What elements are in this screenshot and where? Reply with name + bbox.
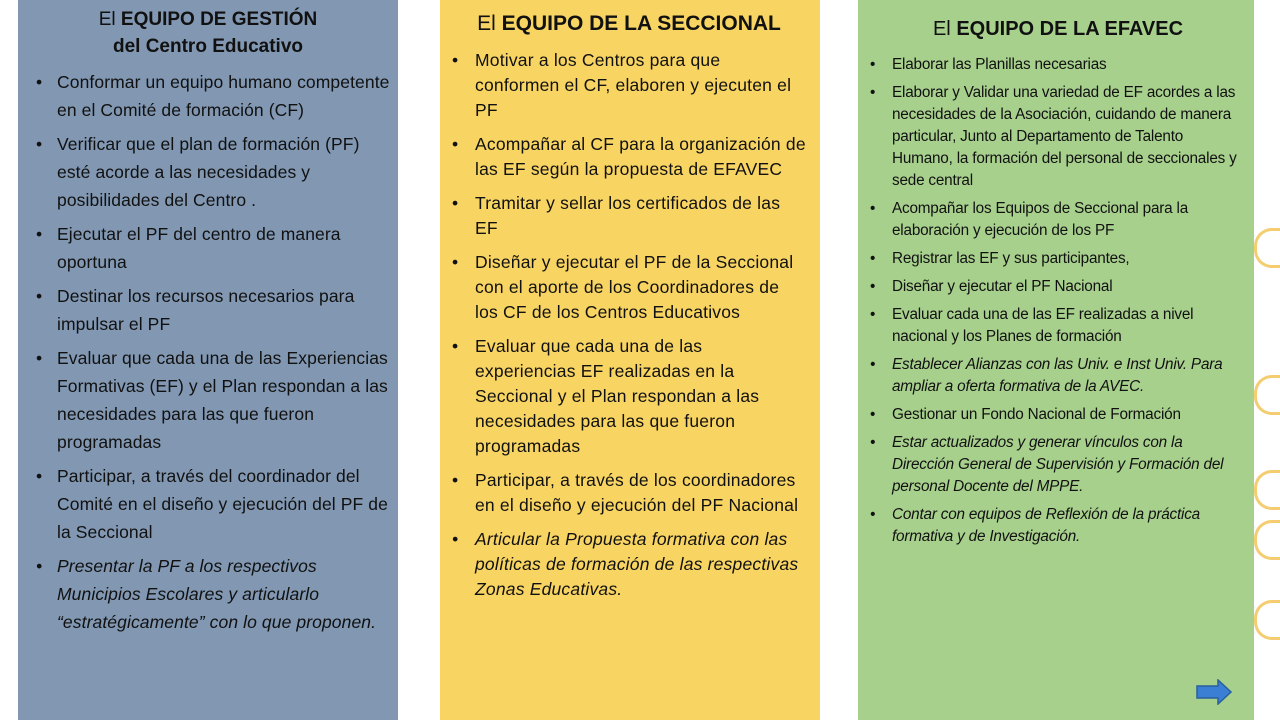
decorative-ring [1254, 520, 1280, 560]
list-item: • Contar con equipos de Reflexión de la práctica formativa y de Investigación. [870, 506, 1200, 545]
list-item: • Diseñar y ejecutar el PF de la Seccional con el aporte de los Coordinadores de los CF de los Centros Educativos [452, 252, 794, 322]
decorative-ring [1254, 470, 1280, 510]
list-item: • Destinar los recursos necesarios para impulsar el PF [36, 286, 355, 334]
gestion-list [36, 68, 390, 636]
seccional-panel [440, 0, 820, 720]
list-item: • Evaluar cada una de las EF realizadas a nivel nacional y los Planes de formación [870, 306, 1194, 345]
list-item: • Elaborar y Validar una variedad de EF acordes a las necesidades de la Asociación, cuidando de manera particular, Junto al Departamento de Talento Humano, la formación del personal de seccionales y sede central [870, 84, 1237, 189]
list-item: • Evaluar que cada una de las Experiencias Formativas (EF) y el Plan respondan a las necesidades para las que fueron programadas [36, 348, 388, 452]
decorative-ring [1254, 600, 1280, 640]
decorative-ring [1254, 375, 1280, 415]
list-item: • Diseñar y ejecutar el PF Nacional [870, 278, 1113, 295]
efavec-list [870, 54, 1246, 548]
decorative-ring [1254, 228, 1280, 268]
list-item: • Tramitar y sellar los certificados de las EF [452, 193, 781, 238]
list-item: • Motivar a los Centros para que conformen el CF, elaboren y ejecuten el PF [452, 50, 792, 120]
list-item: • Acompañar al CF para la organización de las EF según la propuesta de EFAVEC [452, 134, 806, 179]
list-item: • Estar actualizados y generar vínculos con la Dirección General de Supervisión y Formación del personal Docente del MPPE. [870, 434, 1224, 495]
list-item: • Verificar que el plan de formación (PF) esté acorde a las necesidades y posibilidades del Centro . [36, 134, 360, 210]
list-item: • Gestionar un Fondo Nacional de Formación [870, 406, 1181, 423]
list-item: • Ejecutar el PF del centro de manera oportuna [36, 224, 341, 272]
gestion-panel [18, 0, 398, 720]
seccional-title: El EQUIPO DE LA SECCIONAL [477, 12, 781, 35]
list-item: • Elaborar las Planillas necesarias [870, 56, 1107, 73]
list-item: • Presentar la PF a los respectivos Municipios Escolares y articularlo “estratégicamente” con lo que proponen. [36, 556, 377, 632]
list-item: • Registrar las EF y sus participantes, [870, 250, 1130, 267]
list-item: • Evaluar que cada una de las experiencias EF realizadas en la Seccional y el Plan respondan a las necesidades para las que fueron programadas [452, 336, 760, 456]
seccional-list [452, 48, 806, 602]
list-item: • Participar, a través de los coordinadores en el diseño y ejecución del PF Nacional [452, 470, 799, 515]
list-item: • Conformar un equipo humano competente en el Comité de formación (CF) [36, 72, 390, 120]
arrow-right-icon [1196, 679, 1232, 705]
efavec-title: El EQUIPO DE LA EFAVEC [932, 18, 1184, 40]
list-item: • Acompañar los Equipos de Seccional para la elaboración y ejecución de los PF [870, 200, 1189, 239]
list-item: • Articular la Propuesta formativa con las políticas de formación de las respectivas Zonas Educativas. [452, 529, 799, 599]
next-slide-button[interactable] [1196, 679, 1232, 705]
efavec-panel [858, 0, 1254, 720]
list-item: • Participar, a través del coordinador del Comité en el diseño y ejecución del PF de la Seccional [36, 466, 388, 542]
list-item: • Establecer Alianzas con las Univ. e Inst Univ. Para ampliar a oferta formativa de la AVEC. [870, 356, 1223, 395]
gestion-title: El EQUIPO DE GESTIÓN del Centro Educativo [98, 9, 318, 57]
